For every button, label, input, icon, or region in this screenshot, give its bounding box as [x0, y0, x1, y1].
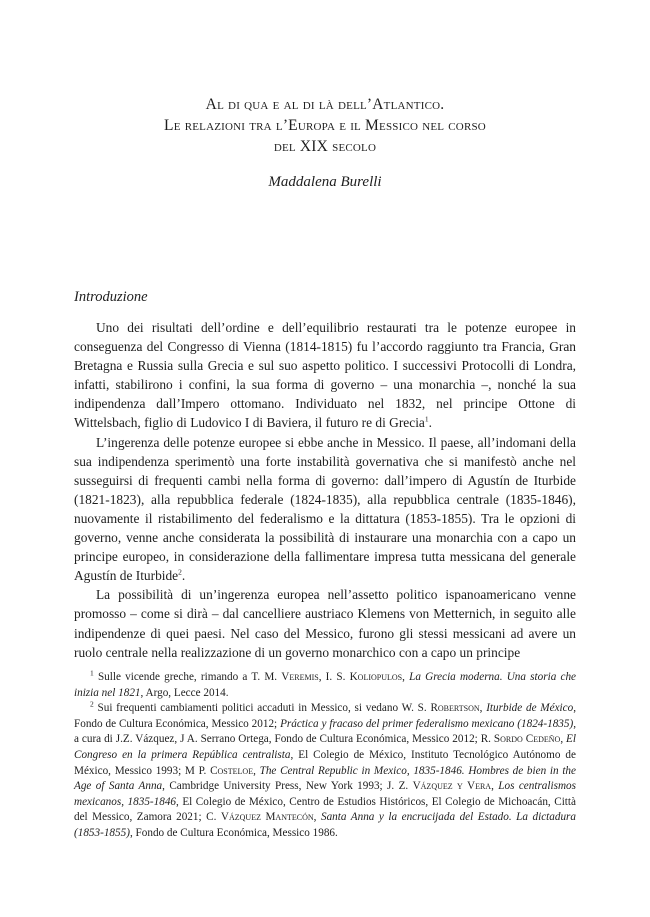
footnotes	[74, 670, 576, 842]
article-title	[70, 94, 580, 157]
paragraph-3: La possibilità di un’ingerenza europea nell’assetto politico ispanoamericano venne promosso – come si dirà – dal cancelliere austriaco Klemens von Metternich, in seguito alle indipendenze di quei paesi. Nel caso del Messico, furono gli stessi messicani ad avere un ruolo centrale nella realizzazione di un governo monarchico con a capo un principe	[74, 587, 576, 660]
author-name: Maddalena Burelli	[268, 174, 382, 190]
footnote-text: , I. S.	[318, 671, 350, 683]
footnote-author: Robertson	[430, 702, 480, 715]
footnote-author: Vázquez y Vera	[412, 780, 492, 793]
footnote-text: Sulle vicende greche, rimando a T. M.	[97, 671, 282, 683]
paragraph-2-text: L’ingerenza delle potenze europee si ebbe anche in Messico. Il paese, all’indomani della sua indipendenza sperimentò una forte instabilità governativa che si manifestò anche nel susseguirsi di frequenti cambi nella forma di governo: dall’impero di Agustín de Iturbide (1821-1823), alla repubblica federale (1824-1835), alla repubblica centrale (1835-1846), nuovamente il ristabilimento del federalismo e la dittatura (1853-1855). Tra le opzioni di governo, venne anche considerata la possibilità di instaurare una monarchia con a capo un principe europeo, in considerazione della fallimentare impresa tutta messicana del generale Agustín de Iturbide	[74, 434, 576, 584]
footnote-text: Sui frequenti cambiamenti politici accaduti in Messico, si vedano W. S.	[97, 702, 431, 715]
body-text	[74, 318, 576, 662]
footnote-2	[74, 701, 576, 841]
footnote-text: , Fondo de Cultura Económica, Messico 1986.	[129, 826, 338, 839]
footnote-text: , Argo, Lecce 2014.	[140, 686, 229, 699]
footnote-text: ,	[402, 671, 410, 683]
footnote-author: Costeloe	[210, 764, 254, 777]
paragraph-1-end: .	[428, 415, 432, 431]
paragraph-1	[74, 318, 576, 433]
footnote-text: , El Colegio de México, Centro de Estudios Históricos, El Colegio de Michoacán, Città del Messico, Zamora 2021; C.	[74, 795, 576, 824]
title-line-2: Le relazioni tra l’Europa e il Messico nel corso	[164, 117, 486, 134]
footnote-author: Vázquez Mantecón	[220, 811, 314, 824]
footnote-work-title: Santa Anna y la encrucijada del Estado. La dictadura (1853-1855)	[74, 811, 577, 839]
footnote-text: , Cambridge University Press, New York 1993; J. Z.	[162, 780, 413, 793]
paragraph-2-end: .	[181, 568, 186, 584]
footnote-work-title: La Grecia moderna. Una storia che inizia nel 1821	[74, 671, 577, 699]
footnote-work-title: Práctica y fracaso del primer federalismo mexicano (1824-1835)	[280, 717, 574, 730]
footnote-work-title: The Central Republic in Mexico, 1835-1846. Hombres de bien in the Age of Santa Anna	[74, 764, 576, 793]
title-line-1: Al di qua e al di là dell’Atlantico.	[205, 96, 445, 113]
footnote-ref-1: 1	[424, 415, 429, 424]
footnote-author: Koliopulos	[349, 671, 403, 683]
footnote-number: 2	[90, 699, 94, 709]
footnote-text: ,	[491, 780, 499, 793]
footnote-text: ,	[313, 811, 321, 824]
footnote-work-title: Iturbide de México	[486, 702, 574, 715]
footnote-text: ,	[253, 764, 260, 777]
footnote-text: ,	[560, 733, 567, 746]
footnote-work-title: El Congreso en la primera República centralista	[74, 733, 576, 761]
paragraph-2	[74, 433, 576, 586]
footnote-number: 1	[90, 668, 94, 678]
section-heading: Introduzione	[74, 289, 148, 305]
footnote-text: , Fondo de Cultura Económica, Messico 2012;	[74, 702, 577, 730]
footnote-text: ,	[479, 702, 487, 715]
footnote-1	[74, 670, 576, 701]
footnote-text: , El Colegio de México, Instituto Tecnológico Autónomo de México, Messico 1993; M P.	[74, 748, 576, 777]
footnote-ref-2: 2	[178, 567, 182, 577]
footnote-author: Veremis	[281, 671, 319, 683]
footnote-work-title: Los centralismos mexicanos, 1835-1846	[74, 780, 576, 808]
footnote-text: , a cura di J.Z. Vázquez, J A. Serrano Ortega, Fondo de Cultura Económica, Messico 2012; R.	[74, 717, 576, 746]
footnote-author: Sordo Cedeño	[493, 733, 561, 746]
paragraph-1-text: Uno dei risultati dell’ordine e dell’equilibrio restaurati tra le potenze europee in conseguenza del Congresso di Vienna (1814-1815) fu l’accordo raggiunto tra Francia, Gran Bretagna e Russia sulla Grecia e sul suo aspetto politico. I successivi Protocolli di Londra, infatti, stabilirono i confini, la sua forma di governo – una monarchia –, nonché la sua indipendenza dall’Impero ottomano. Individuato nel 1832, nel principe Ottone di Wittelsbach, figlio di Ludovico I di Baviera, il futuro re di Grecia	[74, 320, 576, 431]
title-line-3: del XIX secolo	[273, 138, 377, 155]
